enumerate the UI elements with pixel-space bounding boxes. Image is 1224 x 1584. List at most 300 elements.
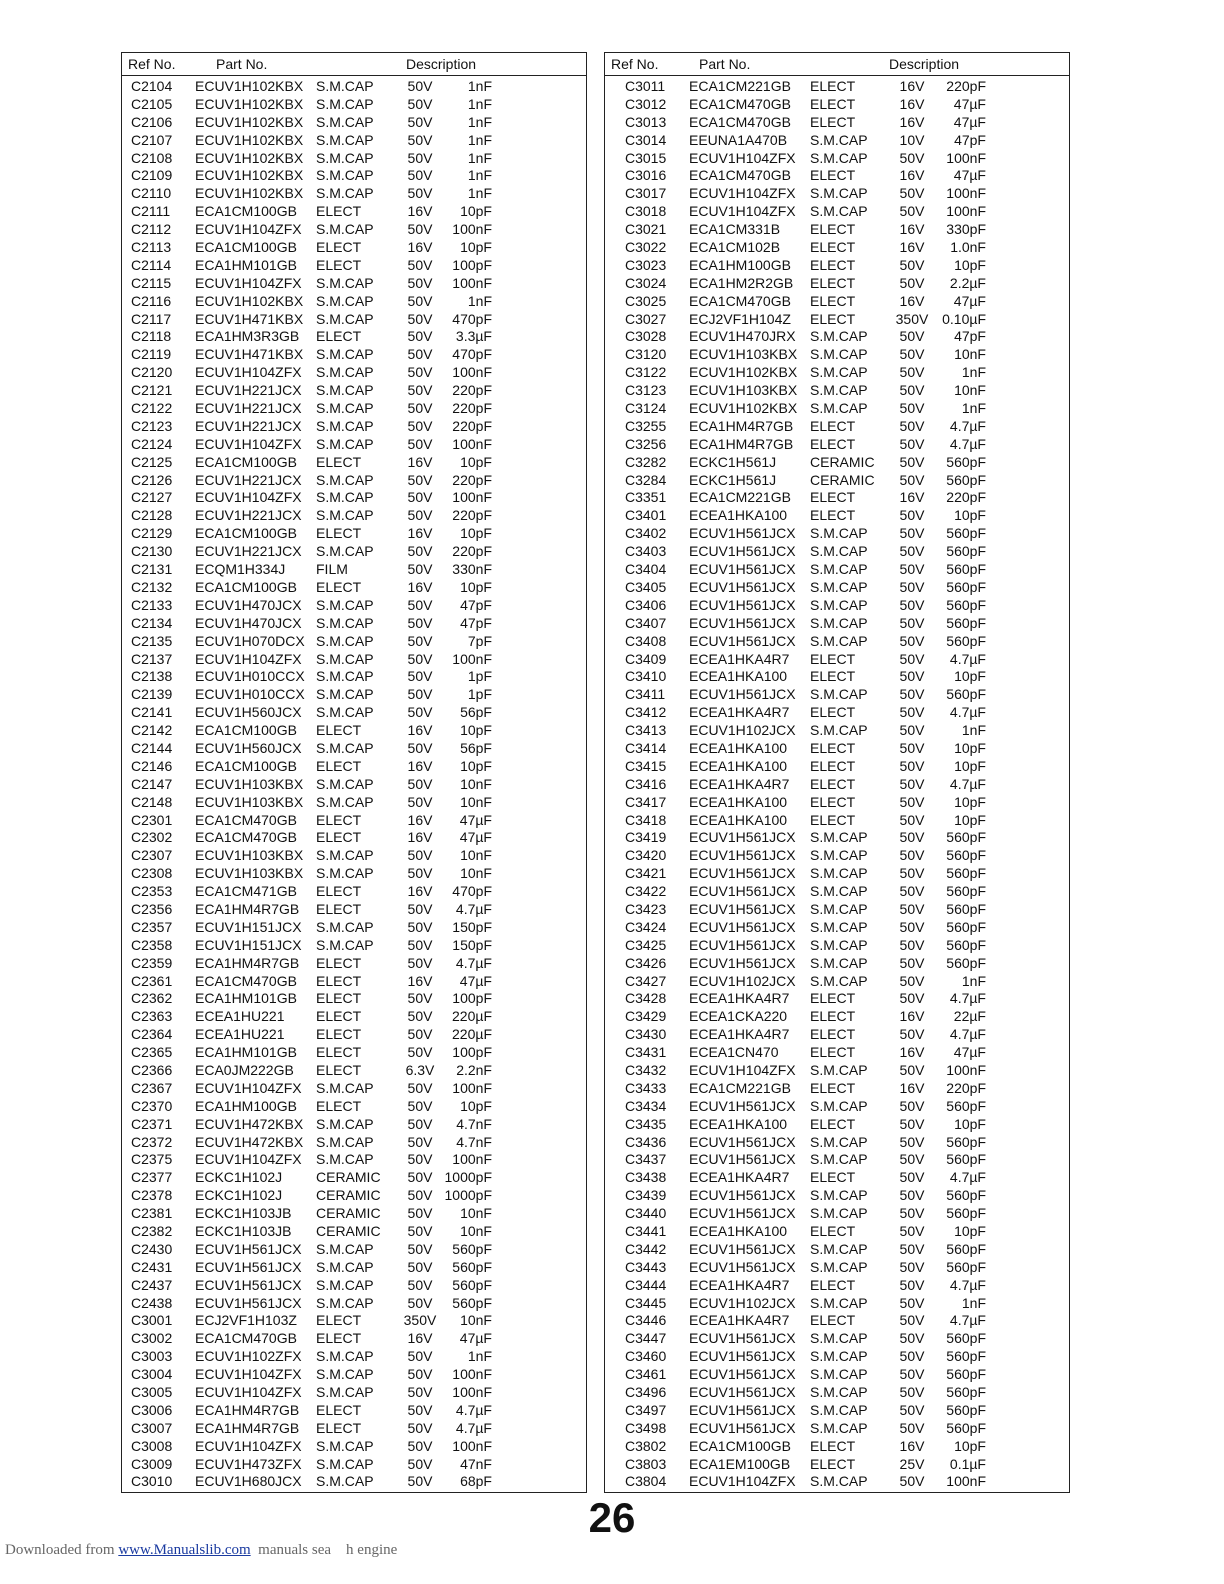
part-no-cell: ECA0JM222GB bbox=[195, 1061, 294, 1078]
part-type-cell: ELECT bbox=[316, 1008, 362, 1025]
part-type-cell: S.M.CAP bbox=[810, 400, 868, 417]
part-type-cell: ELECT bbox=[316, 883, 362, 900]
value-cell: 100pF bbox=[452, 256, 492, 273]
voltage-cell: 50V bbox=[407, 954, 433, 971]
part-type-cell: ELECT bbox=[810, 650, 856, 667]
part-no-cell: ECUV1H102ZFX bbox=[195, 1348, 302, 1365]
part-no-cell: ECEA1HKA4R7 bbox=[689, 1276, 790, 1293]
part-no-cell: ECA1CM470GB bbox=[195, 811, 297, 828]
part-no-cell: ECUV1H104ZFX bbox=[195, 1151, 302, 1168]
voltage-cell: 50V bbox=[899, 1151, 925, 1168]
ref-no-cell: C2105 bbox=[131, 95, 173, 112]
voltage-cell: 50V bbox=[899, 203, 925, 220]
part-no-cell: ECUV1H104ZFX bbox=[195, 1366, 302, 1383]
ref-no-cell: C2130 bbox=[131, 543, 173, 560]
voltage-cell: 50V bbox=[899, 739, 925, 756]
table-row bbox=[122, 525, 586, 543]
table-row bbox=[605, 561, 1069, 579]
part-no-cell: ECEA1HKA100 bbox=[689, 1223, 788, 1239]
value-cell: 3.3µF bbox=[455, 328, 492, 345]
voltage-cell: 50V bbox=[899, 936, 925, 953]
ref-no-cell: C3017 bbox=[625, 185, 667, 202]
ref-no-cell: C3122 bbox=[625, 364, 667, 381]
part-no-cell: ECUV1H471KBX bbox=[195, 346, 304, 363]
ref-no-cell: C3403 bbox=[625, 543, 667, 560]
ref-no-cell: C3434 bbox=[625, 1097, 667, 1114]
value-cell: 1nF bbox=[961, 722, 986, 739]
part-type-cell: ELECT bbox=[810, 310, 856, 327]
value-cell: 1.0nF bbox=[950, 239, 986, 256]
ref-no-cell: C3022 bbox=[625, 239, 667, 256]
part-no-cell: ECUV1H680JCX bbox=[195, 1473, 302, 1490]
part-type-cell: S.M.CAP bbox=[316, 1348, 374, 1365]
ref-no-cell: C3001 bbox=[131, 1312, 173, 1329]
voltage-cell: 50V bbox=[407, 113, 433, 130]
part-no-cell: ECA1CM100GB bbox=[195, 525, 297, 542]
part-no-cell: ECEA1HKA100 bbox=[689, 793, 788, 810]
part-type-cell: S.M.CAP bbox=[316, 1455, 374, 1472]
voltage-cell: 50V bbox=[407, 668, 433, 685]
part-type-cell: S.M.CAP bbox=[810, 1294, 868, 1311]
part-no-cell: ECA1HM4R7GB bbox=[689, 417, 794, 434]
ref-no-cell: C3447 bbox=[625, 1330, 667, 1347]
part-no-cell: ECUV1H470JRX bbox=[689, 328, 796, 345]
part-type-cell: ELECT bbox=[316, 1061, 362, 1078]
voltage-cell: 16V bbox=[899, 167, 925, 184]
voltage-cell: 50V bbox=[407, 435, 433, 452]
table-row bbox=[122, 776, 586, 794]
part-no-cell: ECA1HM4R7GB bbox=[195, 1401, 300, 1418]
ref-no-cell: C3430 bbox=[625, 1026, 667, 1043]
part-type-cell: S.M.CAP bbox=[810, 149, 868, 166]
table-row bbox=[605, 1473, 1069, 1491]
table-row bbox=[605, 1312, 1069, 1330]
voltage-cell: 16V bbox=[407, 972, 433, 989]
voltage-cell: 50V bbox=[407, 400, 433, 417]
part-no-cell: ECUV1H104ZFX bbox=[195, 221, 302, 238]
voltage-cell: 350V bbox=[403, 1312, 437, 1329]
part-no-cell: ECUV1H104ZFX bbox=[195, 1384, 302, 1401]
voltage-cell: 50V bbox=[407, 632, 433, 649]
part-no-cell: ECUV1H102KBX bbox=[195, 292, 304, 309]
part-type-cell: ELECT bbox=[316, 203, 362, 220]
voltage-cell: 50V bbox=[407, 739, 433, 756]
ref-no-cell: C2356 bbox=[131, 900, 173, 917]
ref-no-cell: C2119 bbox=[131, 346, 172, 363]
ref-no-cell: C3437 bbox=[625, 1151, 667, 1168]
part-no-cell: ECUV1H561JCX bbox=[689, 829, 796, 846]
part-type-cell: ELECT bbox=[316, 328, 362, 345]
part-no-cell: ECEA1HU221 bbox=[195, 1008, 285, 1025]
part-type-cell: S.M.CAP bbox=[316, 686, 374, 703]
voltage-cell: 50V bbox=[899, 596, 925, 613]
table-row bbox=[605, 919, 1069, 937]
ref-no-cell: C2144 bbox=[131, 739, 173, 756]
table-row bbox=[605, 865, 1069, 883]
table-header bbox=[605, 53, 1069, 76]
part-type-cell: S.M.CAP bbox=[316, 936, 374, 953]
part-no-cell: ECKC1H102J bbox=[195, 1187, 283, 1204]
voltage-cell: 16V bbox=[407, 883, 433, 900]
voltage-cell: 50V bbox=[899, 775, 925, 792]
part-no-cell: ECUV1H102KBX bbox=[195, 113, 304, 130]
part-no-cell: ECKC1H103JB bbox=[195, 1205, 292, 1222]
part-no-cell: ECA1CM102B bbox=[689, 239, 781, 256]
table-row bbox=[122, 615, 586, 633]
table-row bbox=[122, 346, 586, 364]
table-row bbox=[122, 114, 586, 132]
part-no-cell: ECUV1H473ZFX bbox=[195, 1455, 302, 1472]
ref-no-cell: C3124 bbox=[625, 400, 667, 417]
table-row bbox=[605, 400, 1069, 418]
voltage-cell: 50V bbox=[407, 185, 433, 202]
part-no-cell: ECUV1H561JCX bbox=[689, 1419, 796, 1436]
part-no-cell: ECKC1H103JB bbox=[195, 1223, 292, 1239]
part-no-cell: ECUV1H103KBX bbox=[195, 865, 304, 882]
value-cell: 100nF bbox=[946, 149, 986, 166]
table-row bbox=[605, 454, 1069, 472]
part-no-cell: ECUV1H561JCX bbox=[689, 1258, 796, 1275]
voltage-cell: 50V bbox=[899, 811, 925, 828]
voltage-cell: 16V bbox=[407, 757, 433, 774]
part-type-cell: S.M.CAP bbox=[810, 1097, 868, 1114]
ref-no-cell: C2107 bbox=[131, 131, 173, 148]
value-cell: 4.7µF bbox=[949, 417, 986, 434]
part-type-cell: ELECT bbox=[810, 78, 856, 94]
part-no-cell: ECUV1H470JCX bbox=[195, 596, 302, 613]
table-row bbox=[122, 382, 586, 400]
voltage-cell: 50V bbox=[899, 435, 925, 452]
table-row bbox=[605, 167, 1069, 185]
part-type-cell: S.M.CAP bbox=[810, 1330, 868, 1347]
table-row bbox=[122, 1134, 586, 1152]
table-row bbox=[605, 990, 1069, 1008]
part-type-cell: S.M.CAP bbox=[316, 918, 374, 935]
table-row bbox=[122, 1187, 586, 1205]
part-no-cell: ECA1CM100GB bbox=[195, 722, 297, 739]
value-cell: 100nF bbox=[452, 274, 492, 291]
table-row bbox=[605, 543, 1069, 561]
table-row bbox=[122, 1420, 586, 1438]
part-type-cell: S.M.CAP bbox=[810, 1187, 868, 1204]
ref-no-cell: C3256 bbox=[625, 435, 667, 452]
ref-no-cell: C2111 bbox=[131, 203, 171, 220]
ref-no-cell: C3024 bbox=[625, 274, 667, 291]
voltage-cell: 50V bbox=[407, 918, 433, 935]
value-cell: 560pF bbox=[946, 1366, 986, 1383]
table-row bbox=[605, 722, 1069, 740]
table-row bbox=[122, 1456, 586, 1474]
ref-no-cell: C3442 bbox=[625, 1240, 667, 1257]
part-type-cell: S.M.CAP bbox=[810, 1419, 868, 1436]
table-row bbox=[605, 651, 1069, 669]
table-row bbox=[605, 221, 1069, 239]
table-row bbox=[605, 758, 1069, 776]
voltage-cell: 50V bbox=[899, 650, 925, 667]
ref-no-cell: C3496 bbox=[625, 1384, 667, 1401]
table-row bbox=[605, 1402, 1069, 1420]
ref-no-cell: C2135 bbox=[131, 632, 173, 649]
part-type-cell: S.M.CAP bbox=[810, 883, 868, 900]
table-row bbox=[122, 1330, 586, 1348]
part-type-cell: S.M.CAP bbox=[316, 596, 374, 613]
part-type-cell: ELECT bbox=[810, 292, 856, 309]
ref-no-cell: C3027 bbox=[625, 310, 667, 327]
ref-no-cell: C2437 bbox=[131, 1276, 173, 1293]
voltage-cell: 50V bbox=[407, 596, 433, 613]
ref-no-cell: C3413 bbox=[625, 722, 667, 739]
table-row bbox=[605, 937, 1069, 955]
part-type-cell: S.M.CAP bbox=[810, 1240, 868, 1257]
ref-no-cell: C3439 bbox=[625, 1187, 667, 1204]
voltage-cell: 50V bbox=[899, 1401, 925, 1418]
table-row bbox=[122, 740, 586, 758]
voltage-cell: 50V bbox=[407, 1008, 433, 1025]
table-row bbox=[122, 472, 586, 490]
ref-no-cell: C3444 bbox=[625, 1276, 667, 1293]
value-cell: 10pF bbox=[954, 1437, 986, 1454]
part-type-cell: S.M.CAP bbox=[810, 1348, 868, 1365]
part-no-cell: ECUV1H102KBX bbox=[195, 185, 304, 202]
table-row bbox=[122, 1277, 586, 1295]
value-cell: 560pF bbox=[946, 829, 986, 846]
part-no-cell: ECA1EM100GB bbox=[689, 1455, 791, 1472]
part-no-cell: ECUV1H561JCX bbox=[689, 847, 796, 864]
value-cell: 10nF bbox=[460, 1223, 492, 1239]
table-row bbox=[605, 489, 1069, 507]
part-no-cell: ECA1HM4R7GB bbox=[195, 900, 300, 917]
ref-no-cell: C3445 bbox=[625, 1294, 667, 1311]
ref-no-cell: C3120 bbox=[625, 346, 667, 363]
ref-no-cell: C2363 bbox=[131, 1008, 173, 1025]
ref-no-cell: C2120 bbox=[131, 364, 173, 381]
voltage-cell: 50V bbox=[899, 507, 925, 524]
part-type-cell: ELECT bbox=[810, 274, 856, 291]
voltage-cell: 50V bbox=[899, 328, 925, 345]
ref-no-cell: C2148 bbox=[131, 793, 173, 810]
part-type-cell: ELECT bbox=[316, 1044, 362, 1061]
voltage-cell: 50V bbox=[407, 507, 433, 524]
part-type-cell: S.M.CAP bbox=[810, 900, 868, 917]
table-row bbox=[122, 847, 586, 865]
voltage-cell: 50V bbox=[407, 149, 433, 166]
voltage-cell: 50V bbox=[407, 775, 433, 792]
part-no-cell: ECUV1H103KBX bbox=[689, 382, 798, 399]
ref-no-cell: C3023 bbox=[625, 256, 667, 273]
parts-table-left bbox=[121, 52, 587, 1493]
part-type-cell: ELECT bbox=[316, 453, 362, 470]
value-cell: 4.7µF bbox=[949, 1026, 986, 1043]
value-cell: 10nF bbox=[954, 382, 986, 399]
voltage-cell: 50V bbox=[407, 793, 433, 810]
part-type-cell: S.M.CAP bbox=[316, 650, 374, 667]
voltage-cell: 50V bbox=[407, 936, 433, 953]
part-no-cell: ECUV1H561JCX bbox=[689, 1151, 796, 1168]
table-row bbox=[605, 1187, 1069, 1205]
voltage-cell: 50V bbox=[407, 1205, 433, 1222]
ref-no-cell: C2364 bbox=[131, 1026, 173, 1043]
table-row bbox=[605, 346, 1069, 364]
ref-no-cell: C3412 bbox=[625, 704, 667, 721]
ref-no-cell: C3255 bbox=[625, 417, 667, 434]
manualslib-link[interactable]: www.Manualslib.com bbox=[118, 1542, 251, 1558]
value-cell: 560pF bbox=[946, 1151, 986, 1168]
part-no-cell: ECUV1H221JCX bbox=[195, 400, 302, 417]
ref-no-cell: C2375 bbox=[131, 1151, 173, 1168]
ref-no-cell: C3407 bbox=[625, 614, 667, 631]
part-no-cell: ECUV1H104ZFX bbox=[689, 1061, 796, 1078]
value-cell: 100pF bbox=[452, 1044, 492, 1061]
part-no-cell: ECUV1H561JCX bbox=[689, 1240, 796, 1257]
header-part-no: Part No. bbox=[216, 56, 268, 72]
ref-no-cell: C3414 bbox=[625, 739, 667, 756]
value-cell: 47µF bbox=[459, 829, 492, 846]
part-type-cell: S.M.CAP bbox=[810, 328, 868, 345]
part-type-cell: ELECT bbox=[316, 1097, 362, 1114]
value-cell: 560pF bbox=[946, 918, 986, 935]
part-no-cell: ECUV1H104ZFX bbox=[689, 1473, 796, 1490]
table-row bbox=[605, 1116, 1069, 1134]
part-no-cell: ECUV1H561JCX bbox=[195, 1294, 302, 1311]
value-cell: 1pF bbox=[467, 668, 492, 685]
ref-no-cell: C2104 bbox=[131, 78, 173, 94]
value-cell: 560pF bbox=[946, 1401, 986, 1418]
part-no-cell: ECUV1H102KBX bbox=[195, 167, 304, 184]
voltage-cell: 16V bbox=[407, 1330, 433, 1347]
voltage-cell: 50V bbox=[407, 1133, 433, 1150]
table-row bbox=[122, 1366, 586, 1384]
ref-no-cell: C2365 bbox=[131, 1044, 173, 1061]
table-row bbox=[122, 955, 586, 973]
value-cell: 10pF bbox=[954, 256, 986, 273]
part-type-cell: S.M.CAP bbox=[316, 167, 374, 184]
header-description: Description bbox=[889, 56, 960, 72]
part-type-cell: ELECT bbox=[316, 578, 362, 595]
value-cell: 560pF bbox=[946, 1348, 986, 1365]
part-type-cell: S.M.CAP bbox=[316, 1294, 374, 1311]
part-type-cell: S.M.CAP bbox=[316, 775, 374, 792]
voltage-cell: 16V bbox=[899, 78, 925, 94]
value-cell: 100nF bbox=[452, 1151, 492, 1168]
ref-no-cell: C3461 bbox=[625, 1366, 667, 1383]
part-type-cell: ELECT bbox=[810, 704, 856, 721]
part-no-cell: ECUV1H561JCX bbox=[689, 936, 796, 953]
part-type-cell: S.M.CAP bbox=[810, 1473, 868, 1490]
voltage-cell: 50V bbox=[407, 1079, 433, 1096]
ref-no-cell: C2129 bbox=[131, 525, 173, 542]
ref-no-cell: C3422 bbox=[625, 883, 667, 900]
value-cell: 10pF bbox=[460, 578, 492, 595]
ref-no-cell: C2381 bbox=[131, 1205, 173, 1222]
voltage-cell: 50V bbox=[899, 1205, 925, 1222]
voltage-cell: 16V bbox=[899, 1044, 925, 1061]
part-no-cell: ECA1CM100GB bbox=[195, 453, 297, 470]
table-row bbox=[122, 561, 586, 579]
value-cell: 1000pF bbox=[444, 1187, 492, 1204]
table-row bbox=[122, 132, 586, 150]
part-type-cell: ELECT bbox=[810, 113, 856, 130]
value-cell: 4.7µF bbox=[949, 1276, 986, 1293]
table-row bbox=[605, 686, 1069, 704]
value-cell: 4.7nF bbox=[456, 1115, 492, 1132]
voltage-cell: 50V bbox=[899, 900, 925, 917]
part-type-cell: S.M.CAP bbox=[810, 686, 868, 703]
header-part-no: Part No. bbox=[699, 56, 751, 72]
value-cell: 100nF bbox=[452, 1366, 492, 1383]
table-row bbox=[605, 1438, 1069, 1456]
voltage-cell: 50V bbox=[899, 1115, 925, 1132]
value-cell: 56pF bbox=[460, 739, 492, 756]
table-row bbox=[605, 293, 1069, 311]
table-row bbox=[122, 239, 586, 257]
part-no-cell: ECUV1H102KBX bbox=[195, 131, 304, 148]
part-type-cell: S.M.CAP bbox=[316, 382, 374, 399]
part-type-cell: ELECT bbox=[810, 1079, 856, 1096]
value-cell: 1nF bbox=[467, 149, 492, 166]
voltage-cell: 50V bbox=[407, 1169, 433, 1186]
value-cell: 68pF bbox=[460, 1473, 492, 1490]
ref-no-cell: C3418 bbox=[625, 811, 667, 828]
ref-no-cell: C2430 bbox=[131, 1240, 173, 1257]
ref-no-cell: C3402 bbox=[625, 525, 667, 542]
value-cell: 100nF bbox=[946, 1473, 986, 1490]
table-row bbox=[122, 1473, 586, 1491]
voltage-cell: 50V bbox=[899, 883, 925, 900]
part-no-cell: ECUV1H561JCX bbox=[689, 1330, 796, 1347]
ref-no-cell: C3123 bbox=[625, 382, 667, 399]
voltage-cell: 16V bbox=[899, 292, 925, 309]
part-no-cell: ECUV1H010CCX bbox=[195, 668, 305, 685]
ref-no-cell: C3426 bbox=[625, 954, 667, 971]
value-cell: 10nF bbox=[460, 847, 492, 864]
ref-no-cell: C3401 bbox=[625, 507, 667, 524]
part-type-cell: S.M.CAP bbox=[316, 364, 374, 381]
part-type-cell: ELECT bbox=[810, 221, 856, 238]
part-type-cell: ELECT bbox=[316, 900, 362, 917]
voltage-cell: 16V bbox=[899, 95, 925, 112]
table-row bbox=[605, 150, 1069, 168]
part-no-cell: ECA1CM100GB bbox=[689, 1437, 791, 1454]
part-type-cell: S.M.CAP bbox=[810, 525, 868, 542]
value-cell: 10pF bbox=[460, 203, 492, 220]
value-cell: 1nF bbox=[961, 364, 986, 381]
value-cell: 100nF bbox=[452, 650, 492, 667]
value-cell: 47µF bbox=[953, 95, 986, 112]
value-cell: 10pF bbox=[460, 722, 492, 739]
ref-no-cell: C3405 bbox=[625, 578, 667, 595]
value-cell: 47pF bbox=[460, 614, 492, 631]
value-cell: 560pF bbox=[946, 614, 986, 631]
voltage-cell: 50V bbox=[407, 1437, 433, 1454]
part-type-cell: ELECT bbox=[810, 1223, 856, 1239]
value-cell: 150pF bbox=[452, 918, 492, 935]
table-row bbox=[605, 1080, 1069, 1098]
header-ref-no: Ref No. bbox=[128, 56, 176, 72]
part-no-cell: ECUV1H561JCX bbox=[195, 1240, 302, 1257]
part-no-cell: ECUV1H104ZFX bbox=[195, 1437, 302, 1454]
part-type-cell: S.M.CAP bbox=[810, 346, 868, 363]
ref-no-cell: C2377 bbox=[131, 1169, 173, 1186]
part-no-cell: ECUV1H561JCX bbox=[195, 1276, 302, 1293]
ref-no-cell: C2116 bbox=[131, 292, 172, 309]
table-row bbox=[605, 114, 1069, 132]
part-type-cell: S.M.CAP bbox=[316, 78, 374, 94]
voltage-cell: 50V bbox=[899, 1187, 925, 1204]
part-type-cell: S.M.CAP bbox=[316, 292, 374, 309]
voltage-cell: 50V bbox=[407, 1240, 433, 1257]
part-type-cell: S.M.CAP bbox=[316, 489, 374, 506]
part-no-cell: ECUV1H561JCX bbox=[689, 1187, 796, 1204]
